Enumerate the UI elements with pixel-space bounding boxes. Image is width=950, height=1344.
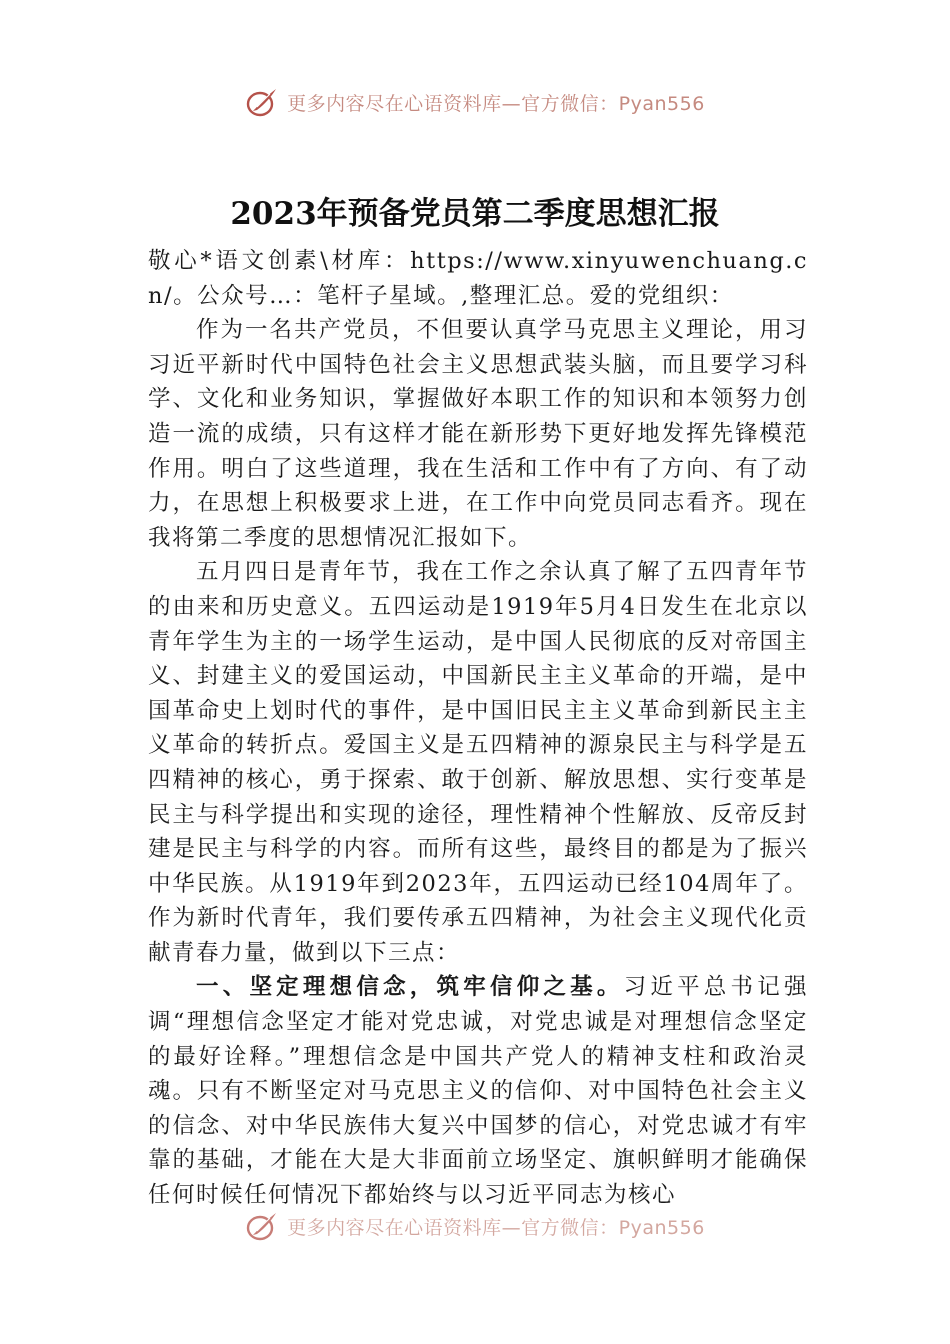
quill-logo-icon <box>245 1209 279 1243</box>
source-line: 敬心*语文创素\材库：https://www.xinyuwenchuang.cn/。公众号…：笔杆子星域。,整理汇总。爱的党组织： <box>148 248 808 309</box>
watermark-text: 更多内容尽在心语资料库—官方微信：Pyan556 <box>287 92 705 115</box>
quill-logo-icon <box>245 85 279 119</box>
watermark-text: 更多内容尽在心语资料库—官方微信：Pyan556 <box>287 1216 705 1239</box>
paragraph-1: 作为一名共产党员，不但要认真学马克思主义理论，用习习近平新时代中国特色社会主义思想武装头脑，而且要学习科学、文化和业务知识，掌握做好本职工作的知识和本领努力创造一流的成绩，只有这样才能在新形势下更好地发挥先锋模范作用。明白了这些道理，我在生活和工作中有了方向、有了动力，在思想上积极要求上进，在工作中向党员同志看齐。现在我将第二季度的思想情况汇报如下。 <box>148 317 808 551</box>
document-body <box>148 244 808 1219</box>
section-1-heading: 一、坚定理想信念，筑牢信仰之基。 <box>196 974 624 1001</box>
paragraph-2: 五月四日是青年节，我在工作之余认真了解了五四青年节的由来和历史意义。五四运动是1919年5月4日发生在北京以青年学生为主的一场学生运动，是中国人民彻底的反对帝国主义、封建主义的爱国运动，中国新民主主义革命的开端，是中国革命史上划时代的事件，是中国旧民主主义革命到新民主主义革命的转折点。爱国主义是五四精神的源泉民主与科学是五四精神的核心，勇于探索、敢于创新、解放思想、实行变革是民主与科学提出和实现的途径，理性精神个性解放、反帝反封建是民主与科学的内容。而所有这些，最终目的都是为了振兴中华民族。从1919年到2023年，五四运动已经104周年了。作为新时代青年，我们要传承五四精神，为社会主义现代化贡献青春力量，做到以下三点： <box>148 559 808 966</box>
footer-watermark <box>0 1206 950 1246</box>
section-1-paragraph <box>148 970 808 1212</box>
header-watermark <box>0 82 950 122</box>
section-1-body: 习近平总书记强调“理想信念坚定才能对党忠诚，对党忠诚是对理想信念坚定的最好诠释。”理想信念是中国共产党人的精神支柱和政治灵魂。只有不断坚定对马克思主义的信仰、对中国特色社会主义的信念、对中华民族伟大复兴中国梦的信心，对党忠诚才有牢靠的基础，才能在大是大非面前立场坚定、旗帜鲜明才能确保任何时候任何情况下都始终与以习近平同志为核心 <box>148 974 808 1209</box>
document-title: 2023年预备党员第二季度思想汇报 <box>230 196 720 232</box>
